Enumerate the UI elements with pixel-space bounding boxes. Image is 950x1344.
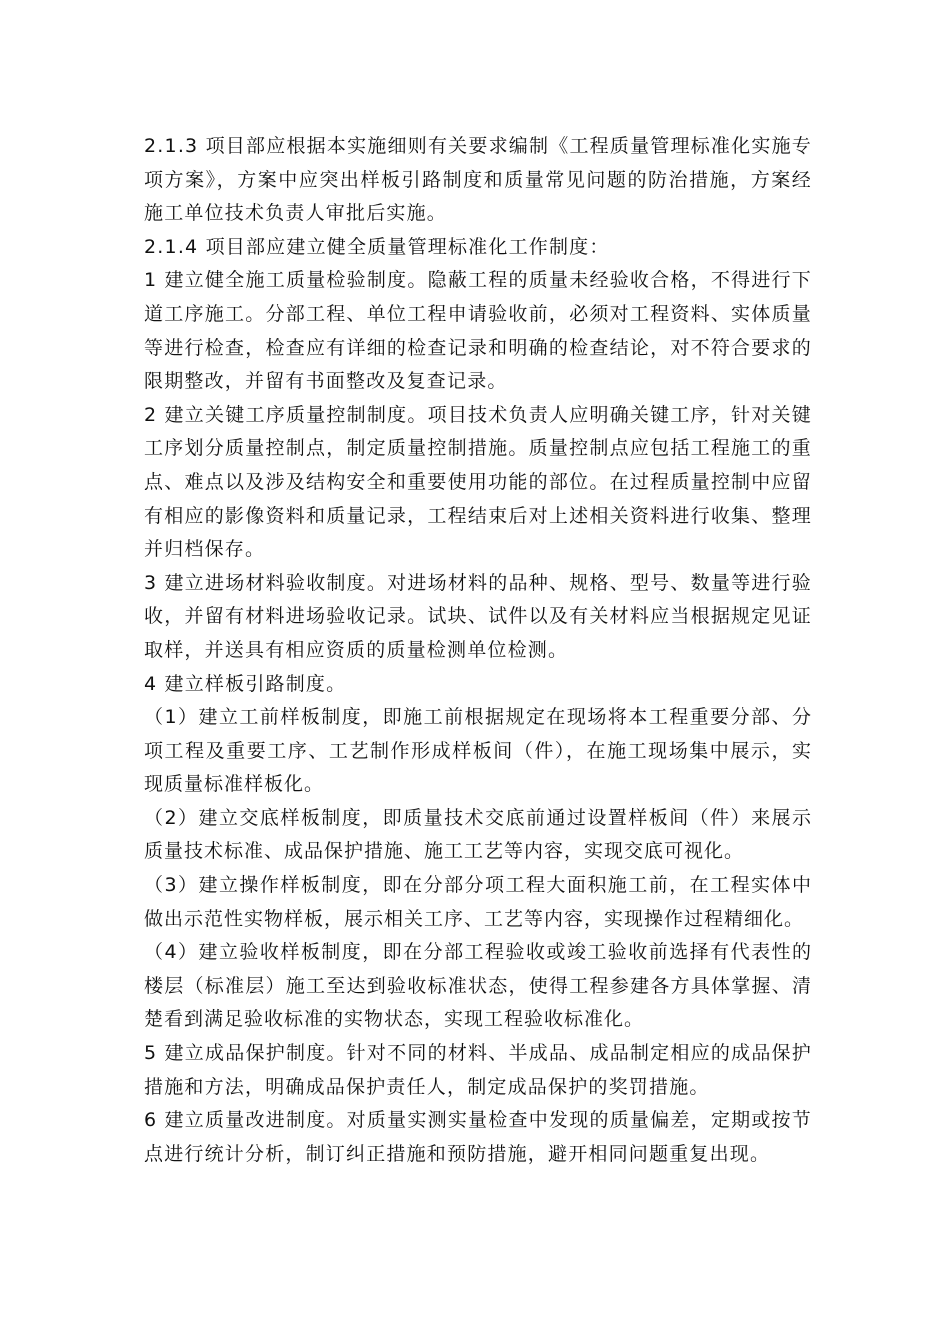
- paragraph-item-4-3: （3）建立操作样板制度，即在分部分项工程大面积施工前，在工程实体中做出示范性实物样板，展示相关工序、工艺等内容，实现操作过程精细化。: [144, 874, 812, 930]
- paragraph-item-6: 6 建立质量改进制度。对质量实测实量检查中发现的质量偏差，定期或按节点进行统计分析，制订纠正措施和预防措施，避开相同问题重复出现。: [144, 1109, 812, 1165]
- paragraph-item-5: 5 建立成品保护制度。针对不同的材料、半成品、成品制定相应的成品保护措施和方法，明确成品保护责任人，制定成品保护的奖罚措施。: [144, 1042, 812, 1098]
- paragraph-item-4-1: （1）建立工前样板制度，即施工前根据规定在现场将本工程重要分部、分项工程及重要工序、工艺制作形成样板间（件），在施工现场集中展示，实现质量标准样板化。: [144, 706, 812, 796]
- paragraph-item-4-2: （2）建立交底样板制度，即质量技术交底前通过设置样板间（件）来展示质量技术标准、成品保护措施、施工工艺等内容，实现交底可视化。: [144, 806, 812, 863]
- paragraph-item-1: 1 建立健全施工质量检验制度。隐蔽工程的质量未经验收合格，不得进行下道工序施工。分部工程、单位工程申请验收前，必须对工程资料、实体质量等进行检查，检查应有详细的检查记录和明确的检查结论，对不符合要求的限期整改，并留有书面整改及复查记录。: [144, 269, 812, 393]
- paragraph-2-1-4: 2.1.4 项目部应建立健全质量管理标准化工作制度：: [144, 235, 610, 258]
- paragraph-item-3: 3 建立进场材料验收制度。对进场材料的品种、规格、型号、数量等进行验收，并留有材料进场验收记录。试块、试件以及有关材料应当根据规定见证取样，并送具有相应资质的质量检测单位检测。: [144, 571, 812, 661]
- document-body: [144, 130, 812, 1171]
- paragraph-item-4-4: （4）建立验收样板制度，即在分部工程验收或竣工验收前选择有代表性的楼层（标准层）施工至达到验收标准状态，使得工程参建各方具体掌握、清楚看到满足验收标准的实物状态，实现工程验收标准化。: [144, 941, 812, 1031]
- paragraph-item-2: 2 建立关键工序质量控制制度。项目技术负责人应明确关键工序，针对关键工序划分质量控制点，制定质量控制措施。质量控制点应包括工程施工的重点、难点以及涉及结构安全和重要使用功能的部位。在过程质量控制中应留有相应的影像资料和质量记录，工程结束后对上述相关资料进行收集、整理并归档保存。: [144, 403, 812, 561]
- paragraph-item-4: 4 建立样板引路制度。: [144, 672, 347, 695]
- paragraph-2-1-3: 2.1.3 项目部应根据本实施细则有关要求编制《工程质量管理标准化实施专项方案》，方案中应突出样板引路制度和质量常见问题的防治措施，方案经施工单位技术负责人审批后实施。: [144, 135, 812, 225]
